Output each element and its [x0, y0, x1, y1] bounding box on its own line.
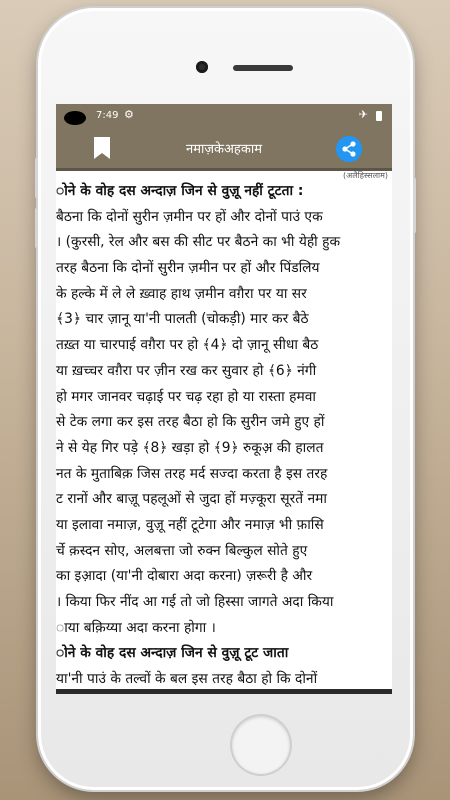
home-button[interactable]: [232, 716, 290, 774]
section-heading: ोने के वोह दस अन्दाज़ जिन से वुज़ू नहीं टूटता :: [56, 183, 304, 199]
app-title: नमाज़केअहकाम: [186, 142, 262, 157]
text-line: या इलावा नमाज़, वुज़ू नहीं टूटेगा और नमाज़ भी फ़ासि: [56, 516, 324, 533]
status-time: 7:49: [96, 110, 119, 121]
settings-gear-icon: ⚙: [124, 108, 134, 121]
status-bar: [56, 104, 392, 128]
app-screen: [56, 104, 392, 694]
share-icon[interactable]: [336, 136, 362, 162]
volume-button: [35, 158, 38, 198]
section-heading: ोने के वोह दस अन्दाज़ जिन से वुज़ू टूट जाता: [56, 645, 289, 662]
volume-button: [35, 208, 38, 248]
text-line: र्चे क़स्दन सोए, अलबत्ता जो रुक्न बिल्कुल सोते हुए: [56, 542, 308, 559]
text-line: के हल्के में ले ले ख़्वाह हाथ ज़मीन वग़ैरा पर या सर: [56, 285, 307, 302]
top-note: (अलैहिस्सलाम): [343, 171, 388, 180]
bottom-strip: [56, 689, 392, 694]
text-line: ﴾3﴿ चार ज़ानू या'नी पालती (चोकड़ी) मार कर बैठे: [56, 311, 309, 328]
airplane-mode-icon: ✈: [358, 108, 368, 121]
power-button: [413, 178, 416, 233]
text-line: । (कुरसी, रेल और बस की सीट पर बैठने का भी येही हुक: [56, 234, 341, 251]
text-line: से टेक लगा कर इस तरह बैठा हो कि सुरीन जमे हुए हों: [56, 414, 325, 431]
text-lines: [56, 179, 392, 693]
text-line: ाया बक़िय्या अदा करना होगा ।: [56, 619, 216, 636]
page-content[interactable]: [56, 168, 392, 694]
text-line: तख़्त या चारपाई वग़ैरा पर हो ﴾4﴿ दो ज़ानू सीधा बैठ: [56, 337, 319, 354]
text-line: । किया फिर नींद आ गई तो जो हिस्सा जागते अदा किया: [56, 594, 334, 610]
front-camera: [196, 61, 208, 73]
camera-cutout: [64, 111, 86, 125]
text-line: या'नी पाउं के तल्वों के बल इस तरह बैठा हो कि दोनों: [56, 671, 318, 688]
earpiece-speaker: [233, 65, 293, 71]
text-line: नत के मुताबिक़ जिस तरह मर्द सज्दा करता है इस तरह: [56, 465, 328, 482]
text-line: बैठना कि दोनों सुरीन ज़मीन पर हों और दोनों पाउं एक: [56, 208, 323, 225]
text-line: या ख़च्चर वग़ैरा पर ज़ीन रख कर सुवार हो ﴾6﴿ नंगी: [56, 362, 317, 379]
text-line: तरह बैठना कि दोनों सुरीन ज़मीन पर हों और पिंडलिय: [56, 260, 320, 277]
battery-icon: [376, 111, 382, 121]
app-toolbar: [56, 128, 392, 168]
text-line: ने से येह गिर पड़े ﴾8﴿ खड़ा हो ﴾9﴿ रुकूअ़ की हालत: [56, 439, 324, 456]
text-line: का इआ़दा (या'नी दोबारा अदा करना) ज़रूरी है और: [56, 568, 313, 585]
text-line: ट रानों और बाज़ू पहलूओं से जुदा हों मज़्कूरा सूरतें नमा: [56, 491, 327, 508]
text-line: हो मगर जानवर चढ़ाई पर चढ़ रहा हो या रास्ता हमवा: [56, 388, 316, 405]
